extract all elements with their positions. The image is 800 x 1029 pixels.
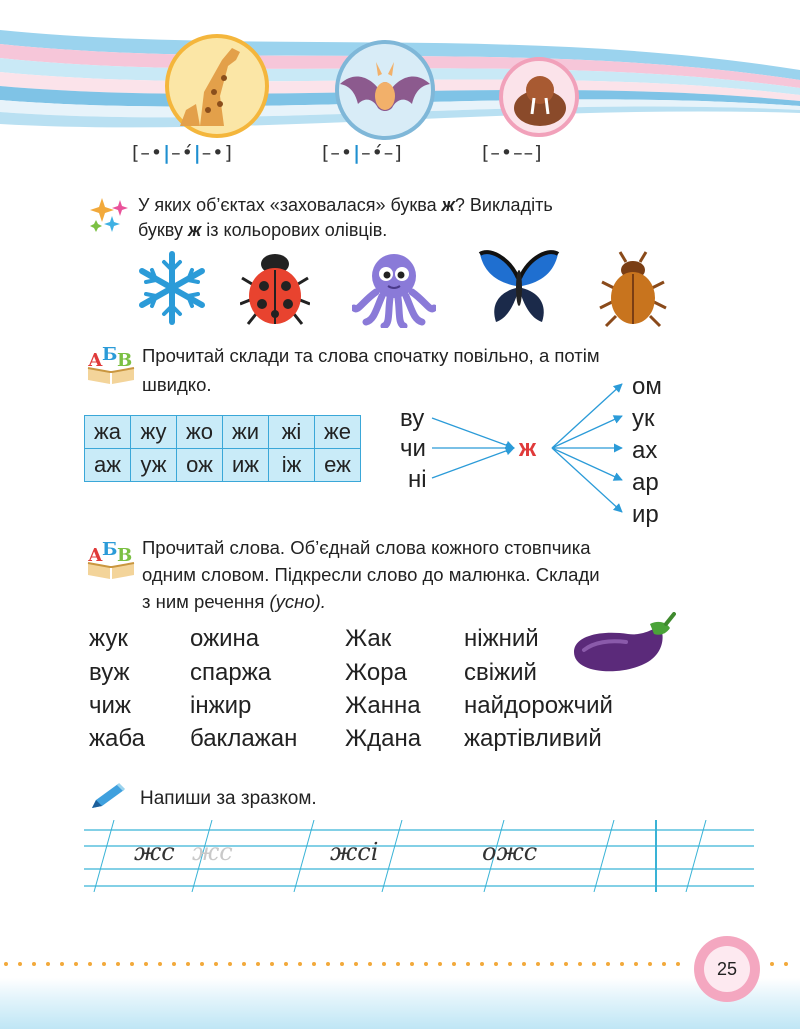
syllable-cell: жу <box>131 416 177 449</box>
scheme-right-word: ир <box>632 501 659 528</box>
syllable-cell: иж <box>223 449 269 482</box>
top-banner <box>0 0 800 140</box>
walrus-picture <box>501 59 577 135</box>
page-number-badge <box>694 936 760 1002</box>
task1-text: букву <box>138 220 188 240</box>
footer-band <box>0 978 800 1029</box>
svg-text:Б: Б <box>102 539 118 560</box>
scheme-part: [–•––] <box>482 142 543 164</box>
word-column3-item: Жак <box>345 625 392 652</box>
sound-scheme-giraffe <box>132 142 233 164</box>
syllable-cell: еж <box>315 449 361 482</box>
svg-text:Б: Б <box>102 344 118 365</box>
word-column1-item: жук <box>89 625 128 652</box>
syllable-cell: уж <box>131 449 177 482</box>
handwriting-sample: ожс <box>482 838 538 866</box>
task2-line: швидко. <box>142 374 212 395</box>
word-column2-item: спаржа <box>190 659 272 686</box>
syllable-cell: жи <box>223 416 269 449</box>
pen-icon <box>88 782 128 812</box>
svg-text:А: А <box>88 350 103 371</box>
sparkle-stars-icon <box>88 196 132 234</box>
page-number: 25 <box>704 946 750 992</box>
syllable-table <box>84 415 361 482</box>
word-column2-item: ожина <box>190 625 260 652</box>
sound-scheme-bat <box>322 142 403 164</box>
task3-line: Прочитай слова. Об’єднай слова кожного стовпчика <box>142 537 591 558</box>
ladybug-picture <box>240 248 310 328</box>
syllable-cell: жа <box>85 416 131 449</box>
scheme-divider: | <box>163 142 172 164</box>
table-row <box>85 449 361 482</box>
word-column3-item: Жанна <box>345 692 421 719</box>
scheme-left-word: ні <box>408 466 427 493</box>
task1-letter: ж <box>441 195 455 215</box>
syllable-cell: жі <box>269 416 315 449</box>
scheme-divider: | <box>193 142 202 164</box>
task3-instruction <box>142 534 712 615</box>
word-column3-item: Ждана <box>345 725 422 752</box>
bat-picture <box>337 42 433 138</box>
task1-instruction <box>138 193 698 243</box>
svg-text:А: А <box>88 545 103 566</box>
word-column4-item: жартівливий <box>464 725 602 752</box>
word-column4-item: свіжий <box>464 659 537 686</box>
task3-line: з ним речення <box>142 591 270 612</box>
table-row <box>85 416 361 449</box>
word-column4-item: ніжний <box>464 625 539 652</box>
task1-letter: ж <box>187 220 202 240</box>
task3-italic: (усно). <box>269 591 326 612</box>
snowflake-picture <box>136 250 208 326</box>
handwriting-trace: жс <box>192 838 233 866</box>
word-column2-item: інжир <box>190 692 252 719</box>
syllable-cell: же <box>315 416 361 449</box>
sound-scheme-walrus <box>482 142 543 164</box>
task1-text: ? Викладіть <box>454 195 553 215</box>
word-column3-item: Жора <box>345 659 407 686</box>
scheme-right-word: ук <box>632 405 655 432</box>
task3-line: одним словом. Підкресли слово до малюнка. Склади <box>142 564 600 585</box>
scheme-center-letter: ж <box>519 435 537 462</box>
word-column2-item: баклажан <box>190 725 298 752</box>
word-column1-item: жаба <box>89 725 145 752</box>
scheme-part: [–• <box>132 142 164 164</box>
giraffe-picture <box>167 36 267 136</box>
syllable-cell: іж <box>269 449 315 482</box>
scheme-part: –•] <box>201 142 233 164</box>
octopus-picture <box>352 248 436 328</box>
abv-book-icon <box>86 535 136 579</box>
beetle-picture <box>598 250 668 328</box>
handwriting-lines <box>84 820 754 892</box>
task4-instruction: Напиши за зразком. <box>140 788 317 809</box>
scheme-part: –•́–] <box>361 142 403 164</box>
word-column1-item: чиж <box>89 692 131 719</box>
task2-line: Прочитай склади та слова спочатку повільно, а потім <box>142 345 600 366</box>
scheme-left-word: чи <box>400 435 426 462</box>
dotted-line <box>0 958 800 968</box>
svg-text:В: В <box>117 545 133 566</box>
syllable-cell: аж <box>85 449 131 482</box>
scheme-right-word: ом <box>632 373 662 400</box>
task1-text: У яких об’єктах «заховалася» буква <box>138 195 442 215</box>
task1-text: із кольорових олівців. <box>201 220 388 240</box>
eggplant-picture <box>570 612 676 678</box>
scheme-right-word: ар <box>632 469 659 496</box>
scheme-right-word: ах <box>632 437 658 464</box>
svg-text:В: В <box>117 350 133 371</box>
scheme-left-word: ву <box>400 405 425 432</box>
scheme-part: [–• <box>322 142 354 164</box>
word-column4-item: найдорожчий <box>464 692 613 719</box>
abv-book-icon <box>86 340 136 384</box>
word-column1-item: вуж <box>89 659 130 686</box>
syllable-cell: жо <box>177 416 223 449</box>
handwriting-sample: жс <box>134 838 175 866</box>
scheme-divider: | <box>353 142 362 164</box>
syllable-cell: ож <box>177 449 223 482</box>
butterfly-picture <box>478 248 560 326</box>
handwriting-sample: жсі <box>330 838 379 866</box>
scheme-part: –•́ <box>171 142 194 164</box>
